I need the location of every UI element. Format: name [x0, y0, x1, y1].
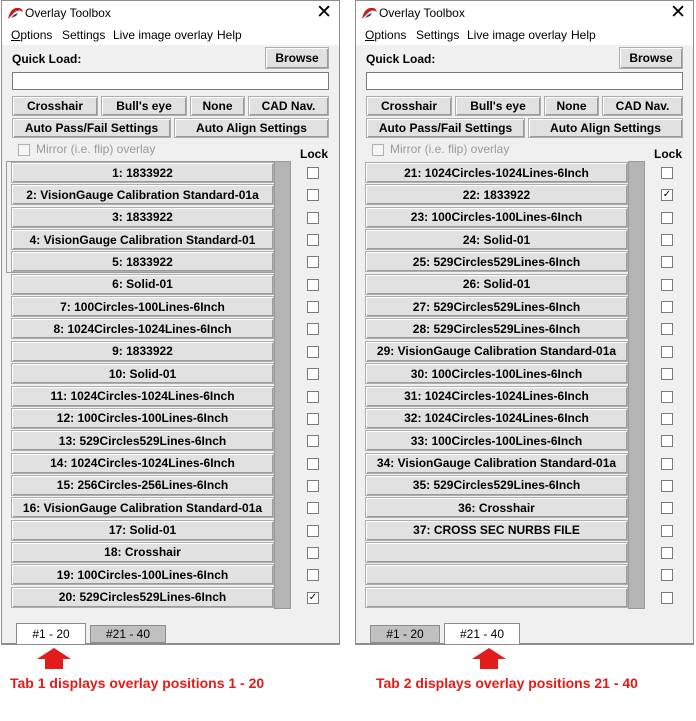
overlay-toolbox-window-1 — [1, 0, 340, 645]
overlay-slot-button[interactable]: 26: Solid-01 — [365, 274, 628, 295]
lock-checkbox[interactable] — [307, 458, 319, 470]
arrow-stem — [45, 659, 63, 669]
menu-help[interactable]: Help — [217, 28, 242, 42]
lock-checkbox[interactable] — [307, 234, 319, 246]
overlay-toolbox-window-2 — [355, 0, 694, 645]
overlay-slot-button[interactable]: 12: 100Circles-100Lines-6Inch — [11, 408, 274, 429]
auto-align-settings-button[interactable]: Auto Align Settings — [528, 118, 683, 138]
overlay-slot-button[interactable] — [365, 564, 628, 585]
auto-pass-fail-settings-button[interactable]: Auto Pass/Fail Settings — [366, 118, 525, 138]
none-button[interactable]: None — [190, 96, 245, 116]
lock-checkbox[interactable] — [307, 212, 319, 224]
lock-checkbox[interactable] — [307, 435, 319, 447]
lock-checkbox[interactable] — [307, 525, 319, 537]
lock-checkbox[interactable] — [661, 256, 673, 268]
overlay-slot-button[interactable]: 4: VisionGauge Calibration Standard-01 — [11, 229, 274, 250]
lock-checkbox[interactable] — [307, 480, 319, 492]
tab-1-20[interactable]: #1 - 20 — [16, 623, 86, 644]
overlay-slot-button[interactable]: 11: 1024Circles-1024Lines-6Inch — [11, 386, 274, 407]
overlay-slot-button[interactable]: 37: CROSS SEC NURBS FILE — [365, 520, 628, 541]
scrollbar[interactable] — [274, 161, 291, 609]
overlay-slot-button[interactable]: 3: 1833922 — [11, 207, 274, 228]
overlay-slot-button[interactable]: 33: 100Circles-100Lines-6Inch — [365, 430, 628, 451]
overlay-slot-button[interactable]: 10: Solid-01 — [11, 363, 274, 384]
lock-checkbox[interactable] — [661, 301, 673, 313]
lock-checkbox[interactable] — [307, 413, 319, 425]
overlay-slot-button[interactable]: 8: 1024Circles-1024Lines-6Inch — [11, 318, 274, 339]
overlay-slot-button[interactable]: 19: 100Circles-100Lines-6Inch — [11, 564, 274, 585]
overlay-slot-button[interactable]: 32: 1024Circles-1024Lines-6Inch — [365, 408, 628, 429]
menu-live-image-overlay[interactable]: Live image overlay — [113, 28, 214, 42]
caption-tab-1: Tab 1 displays overlay positions 1 - 20 — [10, 675, 265, 691]
auto-align-settings-button[interactable]: Auto Align Settings — [174, 118, 329, 138]
mirror-overlay-label: Mirror (i.e. flip) overlay — [36, 142, 156, 156]
quick-load-label: Quick Load: — [12, 52, 82, 66]
overlay-slot-button[interactable]: 5: 1833922 — [11, 251, 274, 272]
overlay-slot-button[interactable]: 6: Solid-01 — [11, 274, 274, 295]
lock-column-label: Lock — [300, 147, 329, 161]
window-title: Overlay Toolbox — [25, 6, 111, 20]
menu-options[interactable] — [11, 28, 52, 42]
quick-load-input[interactable] — [12, 72, 329, 90]
scrollbar[interactable] — [628, 161, 645, 609]
menu-bar — [356, 27, 693, 45]
crosshair-button[interactable]: Crosshair — [12, 96, 98, 116]
overlay-slot-button[interactable]: 15: 256Circles-256Lines-6Inch — [11, 475, 274, 496]
quick-load-input[interactable] — [366, 72, 683, 90]
browse-button[interactable]: Browse — [619, 47, 683, 69]
mirror-overlay-checkbox[interactable] — [18, 144, 30, 156]
lock-checkbox[interactable] — [661, 502, 673, 514]
overlay-slot-button[interactable]: 24: Solid-01 — [365, 229, 628, 250]
overlay-slot-button[interactable]: 35: 529Circles529Lines-6Inch — [365, 475, 628, 496]
lock-checkbox[interactable] — [307, 167, 319, 179]
menu-options-label: ptions — [374, 28, 407, 42]
lock-checkbox[interactable]: ✓ — [662, 189, 672, 201]
lock-checkbox[interactable] — [661, 234, 673, 246]
swoosh-logo-icon — [361, 6, 378, 21]
overlay-slot-button[interactable]: 36: Crosshair — [365, 497, 628, 518]
quick-load-label: Quick Load: — [366, 52, 436, 66]
lock-checkbox[interactable] — [307, 279, 319, 291]
none-button[interactable]: None — [544, 96, 599, 116]
menu-options-mnemonic: O — [11, 28, 21, 42]
arrow-stem — [480, 659, 498, 669]
window-title: Overlay Toolbox — [379, 6, 465, 20]
overlay-slot-button[interactable]: 31: 1024Circles-1024Lines-6Inch — [365, 386, 628, 407]
lock-checkbox[interactable] — [307, 391, 319, 403]
overlay-slot-button[interactable]: 18: Crosshair — [11, 542, 274, 563]
lock-checkbox[interactable] — [307, 323, 319, 335]
lock-checkbox[interactable] — [307, 368, 319, 380]
overlay-slot-button[interactable]: 16: VisionGauge Calibration Standard-01a — [11, 497, 274, 518]
lock-checkbox[interactable] — [307, 256, 319, 268]
lock-checkbox[interactable] — [661, 391, 673, 403]
arrow-head — [37, 648, 71, 659]
lock-checkbox[interactable] — [307, 301, 319, 313]
close-icon[interactable]: ✕ — [670, 2, 686, 23]
overlay-slot-button[interactable]: 7: 100Circles-100Lines-6Inch — [11, 296, 274, 317]
overlay-slot-button[interactable]: 30: 100Circles-100Lines-6Inch — [365, 363, 628, 384]
lock-checkbox[interactable] — [661, 413, 673, 425]
cad-nav-button[interactable]: CAD Nav. — [248, 96, 329, 116]
overlay-slot-button[interactable]: 14: 1024Circles-1024Lines-6Inch — [11, 453, 274, 474]
overlay-slot-button[interactable]: 34: VisionGauge Calibration Standard-01a — [365, 453, 628, 474]
mirror-overlay-checkbox[interactable] — [372, 144, 384, 156]
title-bar — [356, 1, 693, 27]
menu-options-label: ptions — [20, 28, 53, 42]
caption-tab-2: Tab 2 displays overlay positions 21 - 40 — [376, 675, 638, 691]
auto-pass-fail-settings-button[interactable]: Auto Pass/Fail Settings — [12, 118, 171, 138]
lock-checkbox[interactable] — [661, 212, 673, 224]
lock-checkbox[interactable] — [307, 569, 319, 581]
lock-checkbox[interactable] — [307, 189, 319, 201]
menu-bar — [2, 27, 339, 45]
lock-checkbox[interactable] — [661, 547, 673, 559]
overlay-slot-button[interactable] — [365, 587, 628, 608]
lock-checkbox[interactable] — [661, 480, 673, 492]
lock-checkbox[interactable] — [661, 592, 673, 604]
lock-checkbox[interactable] — [661, 569, 673, 581]
overlay-slot-button[interactable]: 22: 1833922 — [365, 184, 628, 205]
overlay-slot-button[interactable]: 20: 529Circles529Lines-6Inch — [11, 587, 274, 608]
arrow-head — [472, 648, 506, 659]
overlay-slot-button[interactable]: 27: 529Circles529Lines-6Inch — [365, 296, 628, 317]
lock-checkbox[interactable] — [307, 547, 319, 559]
menu-help[interactable]: Help — [571, 28, 596, 42]
mirror-overlay-label: Mirror (i.e. flip) overlay — [390, 142, 510, 156]
tab-strip — [356, 623, 693, 645]
tab-1-20[interactable]: #1 - 20 — [370, 625, 440, 643]
title-bar — [2, 1, 339, 27]
lock-checkbox[interactable] — [661, 458, 673, 470]
overlay-slot-button[interactable]: 25: 529Circles529Lines-6Inch — [365, 251, 628, 272]
tab-21-40[interactable]: #21 - 40 — [90, 625, 166, 643]
tab-baseline — [356, 643, 693, 644]
lock-checkbox[interactable] — [661, 323, 673, 335]
lock-checkbox[interactable] — [661, 167, 673, 179]
menu-options[interactable] — [365, 28, 406, 42]
crosshair-button[interactable]: Crosshair — [366, 96, 452, 116]
overlay-slot-button[interactable]: 29: VisionGauge Calibration Standard-01a — [365, 341, 628, 362]
lock-checkbox[interactable] — [661, 368, 673, 380]
lock-checkbox[interactable] — [307, 502, 319, 514]
menu-live-image-overlay[interactable]: Live image overlay — [467, 28, 568, 42]
lock-checkbox[interactable] — [661, 279, 673, 291]
lock-checkbox[interactable] — [307, 346, 319, 358]
lock-checkbox[interactable] — [661, 525, 673, 537]
menu-options-mnemonic: O — [365, 28, 375, 42]
overlay-slot-button[interactable]: 17: Solid-01 — [11, 520, 274, 541]
cad-nav-button[interactable]: CAD Nav. — [602, 96, 683, 116]
tab-strip — [2, 623, 339, 645]
overlay-slot-button[interactable]: 23: 100Circles-100Lines-6Inch — [365, 207, 628, 228]
overlay-slot-button[interactable]: 2: VisionGauge Calibration Standard-01a — [11, 184, 274, 205]
overlay-slot-button[interactable]: 9: 1833922 — [11, 341, 274, 362]
lock-checkbox[interactable]: ✓ — [308, 591, 318, 603]
close-icon[interactable]: ✕ — [316, 2, 332, 23]
overlay-slot-button[interactable]: 28: 529Circles529Lines-6Inch — [365, 318, 628, 339]
swoosh-logo-icon — [7, 6, 24, 21]
tab-21-40[interactable]: #21 - 40 — [444, 623, 520, 644]
overlay-slot-button[interactable] — [365, 542, 628, 563]
overlay-slot-button[interactable]: 21: 1024Circles-1024Lines-6Inch — [365, 162, 628, 183]
lock-checkbox[interactable] — [661, 435, 673, 447]
overlay-slot-button[interactable]: 1: 1833922 — [11, 162, 274, 183]
menu-settings[interactable]: Settings — [62, 28, 106, 42]
browse-button[interactable]: Browse — [265, 47, 329, 69]
lock-column-label: Lock — [654, 147, 683, 161]
bulls-eye-button[interactable]: Bull's eye — [101, 96, 187, 116]
menu-settings[interactable]: Settings — [416, 28, 460, 42]
overlay-slot-button[interactable]: 13: 529Circles529Lines-6Inch — [11, 430, 274, 451]
bulls-eye-button[interactable]: Bull's eye — [455, 96, 541, 116]
lock-checkbox[interactable] — [661, 346, 673, 358]
